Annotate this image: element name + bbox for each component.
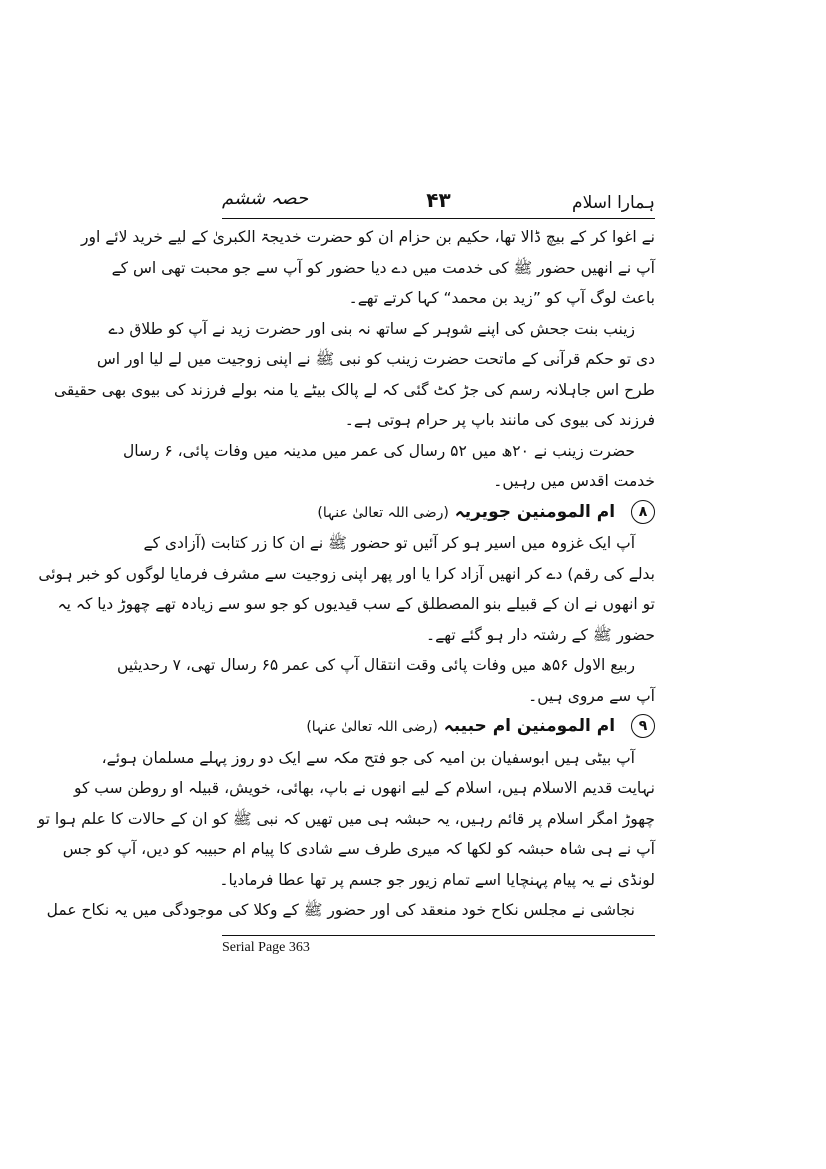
section-number-badge: ۹ bbox=[631, 714, 655, 738]
text-line: آپ سے مروی ہیں۔ bbox=[528, 686, 655, 705]
text-line: نے اغوا کر کے بیچ ڈالا تھا، حکیم بن حزام ان کو حضرت خدیجۃ الکبریٰ کے لیے خرید لائے اور bbox=[81, 228, 655, 246]
text-line: ربیع الاول ۵۶ھ میں وفات پائی وقت انتقال آپ کی عمر ۶۵ رسال تھی، ۷ رحدیثیں bbox=[117, 656, 635, 674]
text-line: زینب بنت جحش کی اپنے شوہر کے ساتھ نہ بنی اور حضرت زید نے آپ کو طلاق دے bbox=[108, 319, 635, 338]
text-line: خدمت اقدس میں رہیں۔ bbox=[493, 472, 655, 490]
text-line: دی تو حکم قرآنی کے ماتحت حضرت زینب کو نبی ﷺ نے اپنی زوجیت میں لے لیا اور اس bbox=[96, 350, 655, 368]
page-header bbox=[222, 188, 655, 218]
serial-page-label: Serial Page bbox=[222, 940, 286, 955]
page-number: ۴۳ bbox=[426, 188, 451, 212]
serial-page-number: 363 bbox=[288, 940, 310, 955]
section-title: ام المومنین ام حبیبہ bbox=[443, 716, 616, 736]
paragraph-block-umm-habibah bbox=[37, 743, 655, 926]
page-body bbox=[37, 222, 655, 934]
text-line: بدلے کی رقم) دے کر انھیں آزاد کرا یا اور پھر اپنی زوجیت سے مشرف فرمایا لوگوں کو خبر ہوئی bbox=[38, 564, 655, 583]
page-footer bbox=[222, 940, 310, 956]
text-line: نہایت قدیم الاسلام ہیں، اسلام کے لیے انھوں نے باپ، بھائی، خویش، قبیلہ او روطن سب کو bbox=[73, 779, 655, 797]
text-line: آپ ایک غزوہ میں اسیر ہو کر آئیں تو حضور ﷺ نے ان کا زر کتابت (آزادی کے bbox=[143, 534, 635, 552]
text-line: آپ نے انھیں حضور ﷺ کی خدمت میں دے دیا حضور کو آپ سے جو محبت تھی اس کے bbox=[111, 258, 655, 277]
section-title-suffix: (رضی اللہ تعالیٰ عنہا) bbox=[317, 504, 449, 521]
footer-rule bbox=[222, 935, 655, 936]
text-line: چھوڑ امگر اسلام پر قائم رہیں، یہ حبشہ ہی میں تھیں کہ نبی ﷺ کو ان کے حالات کا علم ہوا تو bbox=[37, 809, 655, 828]
part-label: حصہ ششم bbox=[222, 188, 309, 209]
book-title: ہمارا اسلام bbox=[572, 193, 655, 213]
paragraph-block-juwayriyah bbox=[38, 528, 655, 711]
text-line: فرزند کی بیوی کی مانند باپ پر حرام ہوتی ہے۔ bbox=[344, 411, 655, 429]
section-number-badge: ۸ bbox=[631, 500, 655, 524]
text-line: آپ نے ہی شاہ حبشہ کو لکھا کہ میری طرف سے شادی کا پیام ام حبیبہ کو دیں، آپ کو جس bbox=[62, 840, 655, 858]
text-line: طرح اس جاہلانہ رسم کی جڑ کٹ گئی کہ لے پالک بیٹے یا منہ بولے فرزند کی بیوی بھی حقیقی bbox=[54, 380, 655, 399]
text-line: نجاشی نے مجلس نکاح خود منعقد کی اور حضور ﷺ کے وکلا کی موجودگی میں یہ نکاح عمل bbox=[46, 901, 635, 919]
text-line: حضور ﷺ کے رشتہ دار ہو گئے تھے۔ bbox=[426, 625, 655, 644]
text-line: باعث لوگ آپ کو ”زید بن محمد“ کہا کرتے تھے۔ bbox=[348, 289, 655, 307]
text-line: لونڈی نے یہ پیام پہنچایا اسے تمام زیور جو جسم پر تھا عطا فرمادیا۔ bbox=[219, 870, 655, 889]
section-heading-9 bbox=[222, 711, 655, 743]
text-line: تو انھوں نے ان کے قبیلے بنو المصطلق کے سب قیدیوں کو جو سو سے زیادہ تھے چھوڑ دیا کہ یہ bbox=[57, 595, 655, 613]
text-line: آپ بیٹی ہیں ابوسفیان بن امیہ کی جو فتح مکہ سے ایک دو روز پہلے مسلمان ہوئے، bbox=[101, 748, 635, 767]
section-title: ام المومنین جویریہ bbox=[454, 501, 616, 522]
text-line: حضرت زینب نے ۲۰ھ میں ۵۲ رسال کی عمر میں مدینہ میں وفات پائی، ۶ رسال bbox=[123, 441, 635, 460]
paragraph-block-zayd-zaynab bbox=[54, 222, 655, 497]
header-rule bbox=[222, 218, 655, 219]
section-heading-8 bbox=[222, 497, 655, 529]
section-title-suffix: (رضی اللہ تعالیٰ عنہا) bbox=[306, 719, 438, 735]
